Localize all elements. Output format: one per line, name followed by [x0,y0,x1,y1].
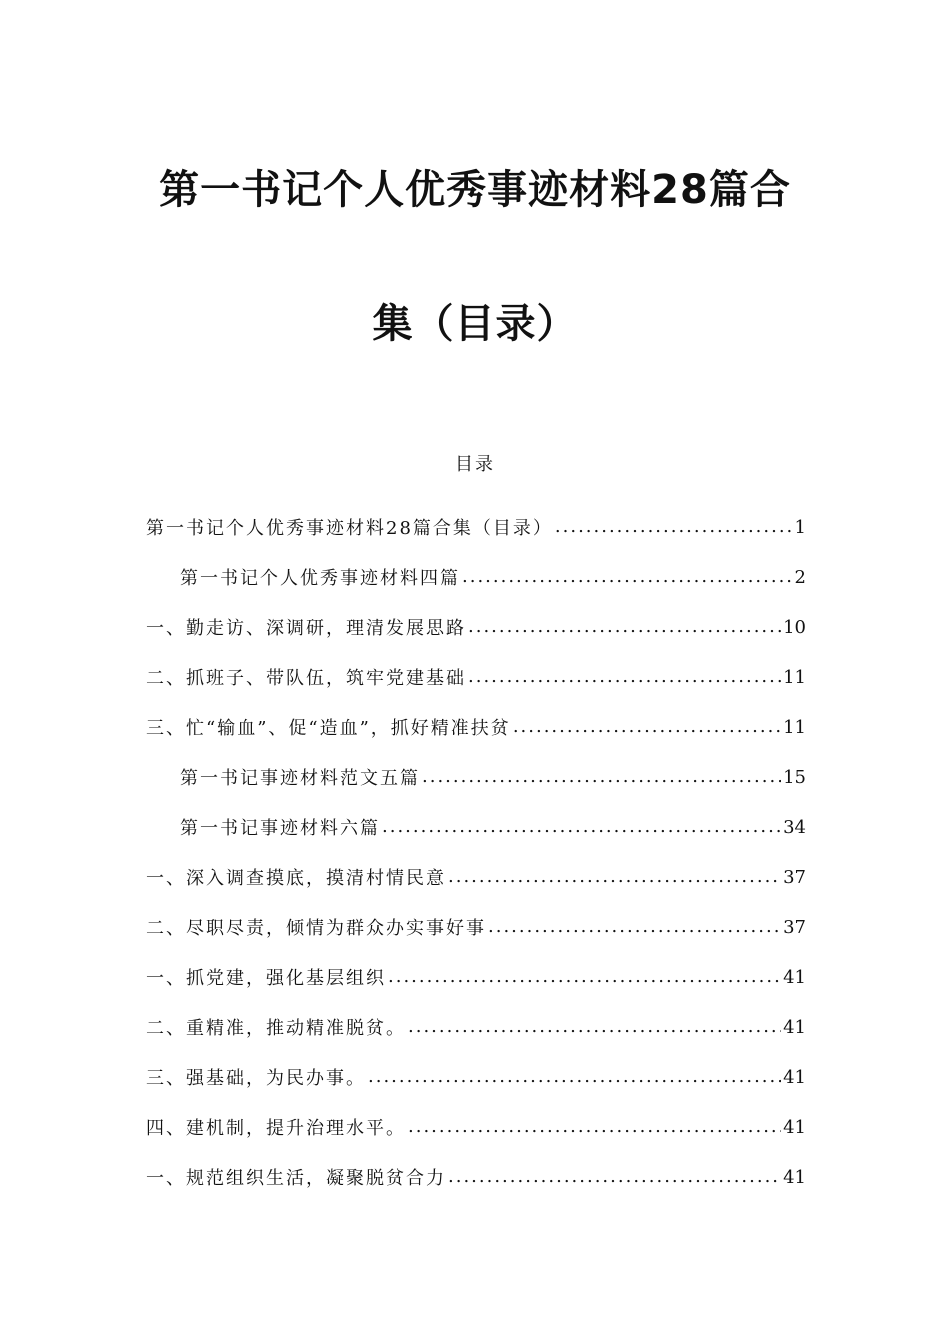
toc-entry-text: 第一书记事迹材料范文五篇 [180,768,420,789]
toc-dot-leader [448,864,781,890]
toc-page-number: 10 [783,616,806,638]
toc-dot-leader [382,814,781,840]
document-title-line-2: 集（目录） [372,301,578,347]
toc-dot-leader [468,664,781,690]
toc-entry[interactable] [146,902,806,952]
table-of-contents [146,502,806,1202]
toc-dot-leader [513,714,781,740]
toc-dot-leader [408,1114,781,1140]
toc-entry-text: 一、抓党建，强化基层组织 [146,968,386,989]
toc-dot-leader [422,764,781,790]
toc-entry[interactable] [146,952,806,1002]
toc-entry-text: 三、强基础，为民办事。 [146,1068,366,1089]
toc-page-number: 41 [783,1016,806,1038]
toc-heading: 目录 [455,454,495,475]
toc-page-number: 11 [783,716,806,738]
toc-dot-leader [488,914,781,940]
toc-entry[interactable] [146,602,806,652]
toc-dot-leader [388,964,781,990]
toc-entry[interactable] [146,1002,806,1052]
toc-entry[interactable] [146,502,806,552]
toc-page-number: 41 [783,1166,806,1188]
toc-dot-leader [408,1014,781,1040]
toc-entry-text: 一、勤走访、深调研，理清发展思路 [146,618,466,639]
toc-page-number: 41 [783,1116,806,1138]
toc-page-number: 37 [783,866,806,888]
toc-dot-leader [448,1164,781,1190]
toc-entry-text: 一、规范组织生活，凝聚脱贫合力 [146,1168,446,1189]
toc-entry-text: 一、深入调查摸底，摸清村情民意 [146,868,446,889]
toc-entry-text: 二、重精准，推动精准脱贫。 [146,1018,406,1039]
toc-dot-leader [555,514,793,540]
toc-page-number: 11 [783,666,806,688]
toc-entry-text: 第一书记事迹材料六篇 [180,818,380,839]
toc-entry[interactable] [146,852,806,902]
toc-entry-text: 三、忙“输血”、促“造血”，抓好精准扶贫 [146,718,511,739]
toc-dot-leader [368,1064,781,1090]
toc-dot-leader [468,614,781,640]
toc-entry-text: 二、尽职尽责，倾情为群众办实事好事 [146,918,486,939]
toc-entry[interactable] [146,1152,806,1202]
toc-entry[interactable] [146,1052,806,1102]
toc-entry[interactable] [146,802,806,852]
toc-entry[interactable] [146,552,806,602]
toc-dot-leader [462,564,793,590]
toc-page-number: 1 [794,516,806,538]
toc-entry-text: 第一书记个人优秀事迹材料28篇合集（目录） [146,518,553,539]
toc-entry[interactable] [146,702,806,752]
toc-entry-text: 四、建机制，提升治理水平。 [146,1118,406,1139]
toc-entry[interactable] [146,652,806,702]
toc-page-number: 41 [783,1066,806,1088]
toc-page-number: 41 [783,966,806,988]
toc-entry[interactable] [146,752,806,802]
toc-page-number: 34 [783,816,806,838]
toc-entry-text: 第一书记个人优秀事迹材料四篇 [180,568,460,589]
toc-page-number: 2 [794,566,806,588]
toc-page-number: 15 [783,766,806,788]
toc-page-number: 37 [783,916,806,938]
document-title-line-1: 第一书记个人优秀事迹材料28篇合 [159,167,791,213]
toc-entry-text: 二、抓班子、带队伍，筑牢党建基础 [146,668,466,689]
toc-entry[interactable] [146,1102,806,1152]
